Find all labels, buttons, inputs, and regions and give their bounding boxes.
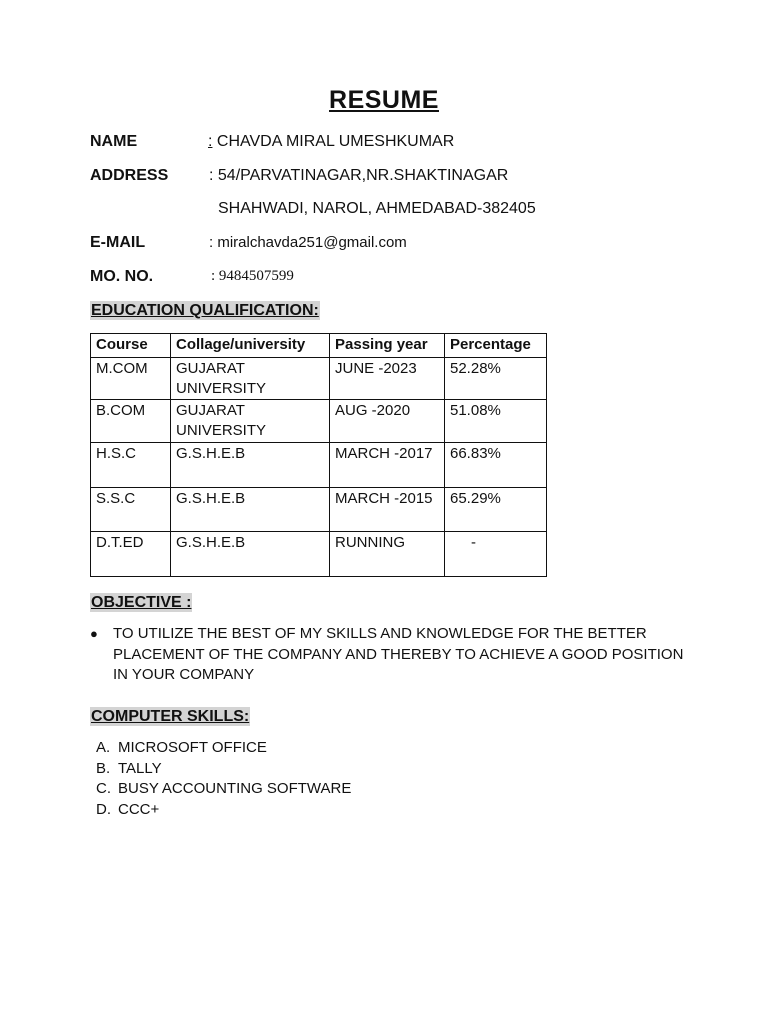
address-line1: : 54/PARVATINAGAR,NR.SHAKTINAGAR	[209, 167, 509, 184]
email-value: : miralchavda251@gmail.com	[209, 234, 407, 251]
skill-label: BUSY ACCOUNTING SOFTWARE	[118, 780, 352, 797]
table-row	[91, 400, 547, 443]
col-percentage-header: Percentage	[445, 334, 547, 358]
cell-year: MARCH -2015	[330, 488, 445, 532]
objective-heading: OBJECTIVE :	[91, 594, 192, 611]
name-colon: :	[208, 133, 213, 150]
list-item	[90, 779, 351, 800]
mobile-label: MO. NO.	[90, 268, 154, 285]
list-marker: D.	[96, 800, 111, 818]
cell-course: S.S.C	[91, 488, 171, 532]
cell-percentage: 51.08%	[445, 400, 547, 443]
col-year-header: Passing year	[330, 334, 445, 358]
address-line2: SHAHWADI, NAROL, AHMEDABAD-382405	[218, 200, 536, 217]
cell-course: B.COM	[91, 400, 171, 443]
table-row	[91, 358, 547, 400]
mobile-value: : 9484507599	[211, 268, 294, 284]
cell-year: JUNE -2023	[330, 358, 445, 400]
table-row	[91, 532, 547, 577]
skill-label: MICROSOFT OFFICE	[118, 739, 267, 756]
col-course-header: Course	[91, 334, 171, 358]
objective-block	[90, 624, 690, 686]
name-text: CHAVDA MIRAL UMESHKUMAR	[216, 133, 455, 150]
cell-percentage: -	[445, 532, 547, 577]
resume-title: RESUME	[329, 86, 439, 114]
cell-year: AUG -2020	[330, 400, 445, 443]
cell-course: M.COM	[91, 358, 171, 400]
skill-label: CCC+	[118, 800, 160, 818]
col-university-header: Collage/university	[171, 334, 330, 358]
cell-university: G.S.H.E.B	[171, 532, 330, 577]
cell-year: MARCH -2017	[330, 443, 445, 488]
list-item	[90, 738, 351, 759]
cell-year: RUNNING	[330, 532, 445, 577]
cell-course: D.T.ED	[91, 532, 171, 577]
skills-list	[90, 738, 351, 820]
cell-university: G.S.H.E.B	[171, 443, 330, 488]
education-heading: EDUCATION QUALIFICATION:	[91, 302, 319, 319]
education-table	[90, 333, 547, 577]
cell-percentage: 65.29%	[445, 488, 547, 532]
address-label: ADDRESS	[90, 167, 169, 184]
objective-text: TO UTILIZE THE BEST OF MY SKILLS AND KNOWLEDGE FOR THE BETTER PLACEMENT OF THE COMPANY AND THEREBY TO ACHIEVE A GOOD POSITION IN YOUR COMPANY	[113, 625, 684, 683]
cell-course: H.S.C	[91, 443, 171, 488]
cell-percentage: 52.28%	[445, 358, 547, 400]
email-label: E-MAIL	[90, 234, 146, 251]
list-marker: B.	[96, 759, 111, 777]
list-item	[90, 800, 351, 821]
name-value	[208, 133, 454, 151]
bullet-icon: ●	[90, 626, 98, 641]
table-row	[91, 488, 547, 532]
list-marker: C.	[96, 780, 111, 797]
cell-university: GUJARAT UNIVERSITY	[171, 400, 330, 443]
cell-university: GUJARAT UNIVERSITY	[171, 358, 330, 400]
name-label: NAME	[90, 133, 138, 150]
list-marker: A.	[96, 739, 111, 756]
cell-percentage: 66.83%	[445, 443, 547, 488]
table-row	[91, 443, 547, 488]
table-header-row	[91, 334, 547, 358]
list-item	[90, 759, 351, 780]
cell-university: G.S.H.E.B	[171, 488, 330, 532]
skill-label: TALLY	[118, 759, 162, 777]
skills-heading: COMPUTER SKILLS:	[91, 708, 250, 725]
